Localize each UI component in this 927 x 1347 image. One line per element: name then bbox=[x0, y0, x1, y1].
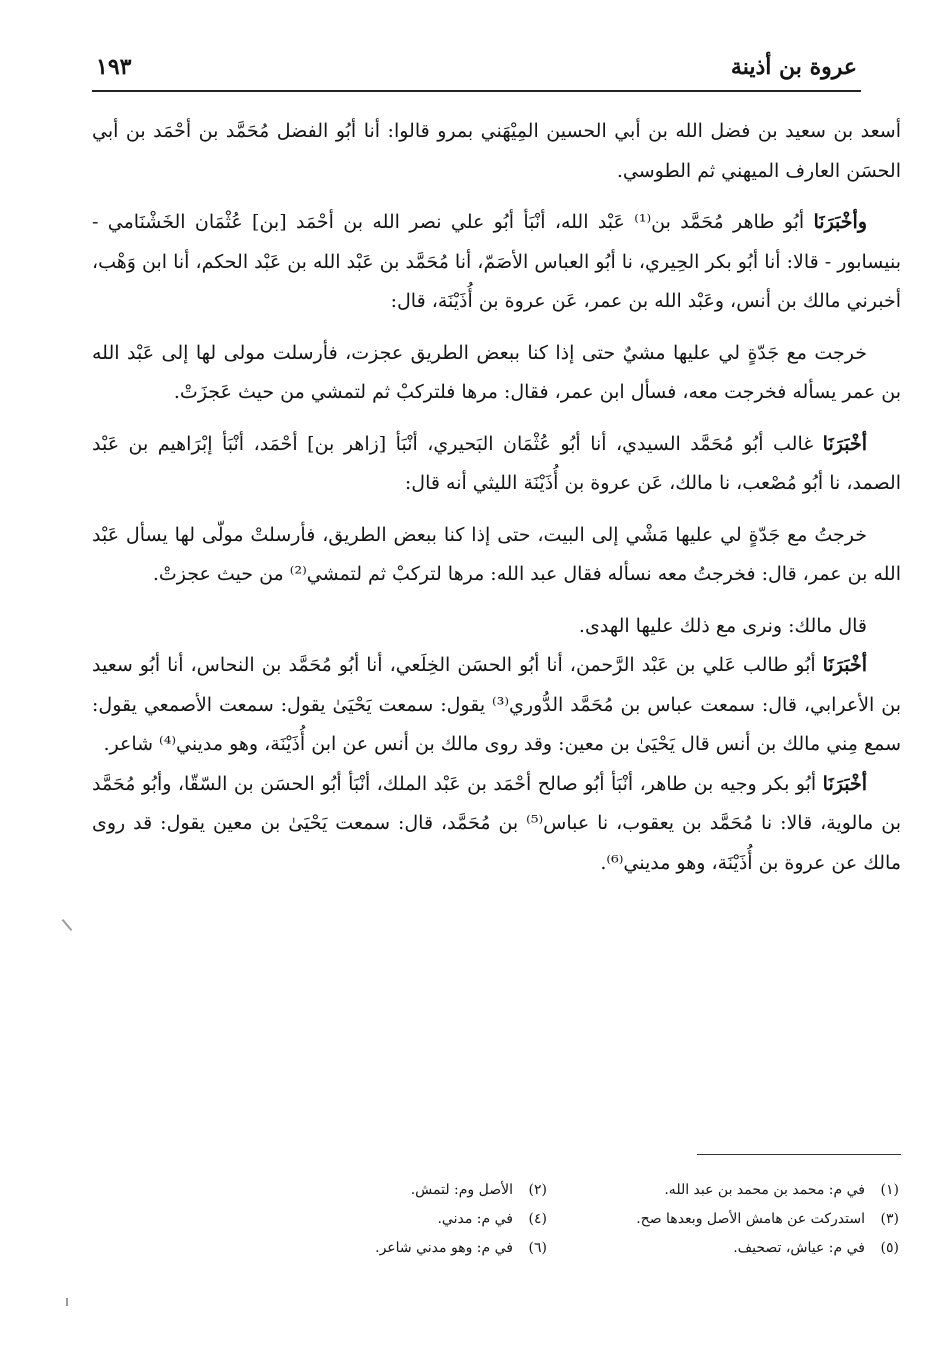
footnote-text: استدركت عن هامش الأصل وبعدها صح. bbox=[636, 1211, 865, 1227]
footnote-number: (٥) bbox=[880, 1240, 899, 1256]
paragraph-keyword: وأخْبَرَنَا bbox=[813, 211, 867, 233]
footnote-number: (٤) bbox=[528, 1211, 547, 1227]
paragraph-text: خرجت مع جَدّةٍ لي عليها مشيٌ حتى إذا كنا ببعض الطريق عجزت، فأرسلت مولى لها إلى عَبْد الله بن عمر يسأله فخرجت معه، فسأل ابن عمر، فقال: مرها فلتركبْ ثم لتمشي من حيث عَجزَتْ. bbox=[92, 341, 901, 403]
footnote-text: في م: مدني. bbox=[437, 1211, 513, 1227]
paragraph-keyword: أخْبَرَنَا bbox=[822, 432, 867, 455]
paragraph-3 bbox=[92, 334, 901, 413]
paragraph-keyword: أخْبَرَنَا bbox=[822, 772, 867, 795]
footnote-number: (١) bbox=[880, 1182, 899, 1198]
footnote-6 bbox=[307, 1234, 547, 1263]
running-header bbox=[92, 50, 861, 92]
paragraph-text: أسعد بن سعيد بن فضل الله بن أبي الحسين المِيْهَني بمرو قالوا: أنا أبُو الفضل مُحَمَّد بن أحْمَد بن أبي الحسَن العارف الميهني ثم الطوسي. bbox=[92, 120, 901, 182]
footnote-text: في م: محمد بن محمد بن عبد الله. bbox=[664, 1182, 865, 1198]
footnote-number: (٣) bbox=[880, 1211, 899, 1227]
paragraph-6 bbox=[92, 607, 901, 647]
page-number: ١٩٣ bbox=[96, 54, 132, 80]
paragraph-keyword: أخْبَرَنَا bbox=[822, 654, 867, 676]
footnote-separator bbox=[697, 1154, 901, 1155]
footnotes-column-right bbox=[569, 1176, 899, 1263]
footnote-number: (٢) bbox=[528, 1182, 547, 1198]
footnotes bbox=[310, 1176, 899, 1272]
paragraph-7 bbox=[92, 646, 901, 765]
paragraph-text: خرجتُ مع جَدّةٍ لي عليها مَشْي إلى البيت، حتى إذا كنا ببعض الطريق، فأرسلتْ مولّى لها يسأل عَبْد الله بن عمر، قال: فخرجتُ معه نسأله فقال عبد الله: مرها لتركبْ ثم لتمشي⁽²⁾ من حيث عجزتْ. bbox=[92, 523, 901, 585]
paragraph-text: أبُو بكر وجيه بن طاهر، أنْبَأ أبُو صالح أحْمَد بن عَبْد الملك، أنْبَأ أبُو الحسَن بن السّقّا، وأبُو مُحَمَّد بن مالوية، قالا: نا مُحَمَّد بن يعقوب، نا عباس⁽⁵⁾ بن مُحَمَّد، قال: سمعت يَحْيَىٰ بن معين يقول: قد روى مالك عن عروة بن أُذَيْنَة، وهو مديني⁽⁶⁾. bbox=[92, 772, 902, 874]
footnote-1 bbox=[569, 1176, 899, 1205]
paragraph-text: غالب أبُو مُحَمَّد السيدي، أنا أبُو عُثْمَان البَحيري، أنْبَأ [زاهر بن] أحْمَد، أنْبَأ إبْرَاهيم بن عَبْد الصمد، نا أبُو مُصْعب، نا مالك، عَن عروة بن أُذَيْنَة الليثي أنه قال: bbox=[92, 432, 901, 494]
footnotes-column-left bbox=[307, 1176, 547, 1263]
scan-speck bbox=[62, 919, 73, 931]
paragraph-4 bbox=[92, 425, 901, 504]
paragraph-1 bbox=[92, 112, 901, 191]
paragraph-2 bbox=[92, 203, 901, 322]
footnote-4 bbox=[307, 1205, 547, 1234]
main-text bbox=[92, 112, 901, 883]
footnote-5 bbox=[569, 1234, 899, 1263]
running-title: عروة بن أذينة bbox=[730, 54, 857, 80]
paragraph-8 bbox=[92, 765, 901, 884]
footnote-number: (٦) bbox=[528, 1240, 547, 1256]
footnote-text: في م: عياش، تصحيف. bbox=[733, 1240, 865, 1256]
paragraph-5 bbox=[92, 516, 901, 595]
footnote-text: في م: وهو مدني شاعر. bbox=[375, 1240, 513, 1256]
paragraph-text: أبُو طاهر مُحَمَّد بن⁽¹⁾ عَبْد الله، أنْبَأ أبُو علي نصر الله بن أحْمَد [بن] عُثْمَان الخَشْنَامي - بنيسابور - قالا: أنا أبُو بكر الحِيري، نا أبُو العباس الأصَمّ، أنا مُحَمَّد بن عَبْد الله بن عَبْد الحكم، أنا ابن وَهْب، أخبرني مالك بن أنس، وعَبْد الله بن عمر، عَن عروة بن أُذَيْنَة، قال: bbox=[92, 211, 901, 312]
footnote-3 bbox=[569, 1205, 899, 1234]
paragraph-text: أبُو طالب عَلي بن عَبْد الرَّحمن، أنا أبُو الحسَن الخِلَعي، أنا أبُو مُحَمَّد بن النحاس، أنا أبُو سعيد بن الأعرابي، قال: سمعت عباس بن مُحَمَّد الدُّوري⁽³⁾ يقول: سمعت يَحْيَىٰ يقول: سمعت الأصمعي يقول: سمع مِني مالك بن أنس قال يَحْيَىٰ بن معين: وقد روى مالك بن أنس عن ابن أُذَيْنَة، وهو مديني⁽⁴⁾ شاعر. bbox=[92, 654, 901, 755]
paragraph-text: قال مالك: ونرى مع ذلك عليها الهدى. bbox=[578, 614, 867, 637]
scan-speck bbox=[66, 1298, 68, 1306]
footnote-2 bbox=[307, 1176, 547, 1205]
footnote-text: الأصل وم: لتمش. bbox=[410, 1182, 513, 1198]
